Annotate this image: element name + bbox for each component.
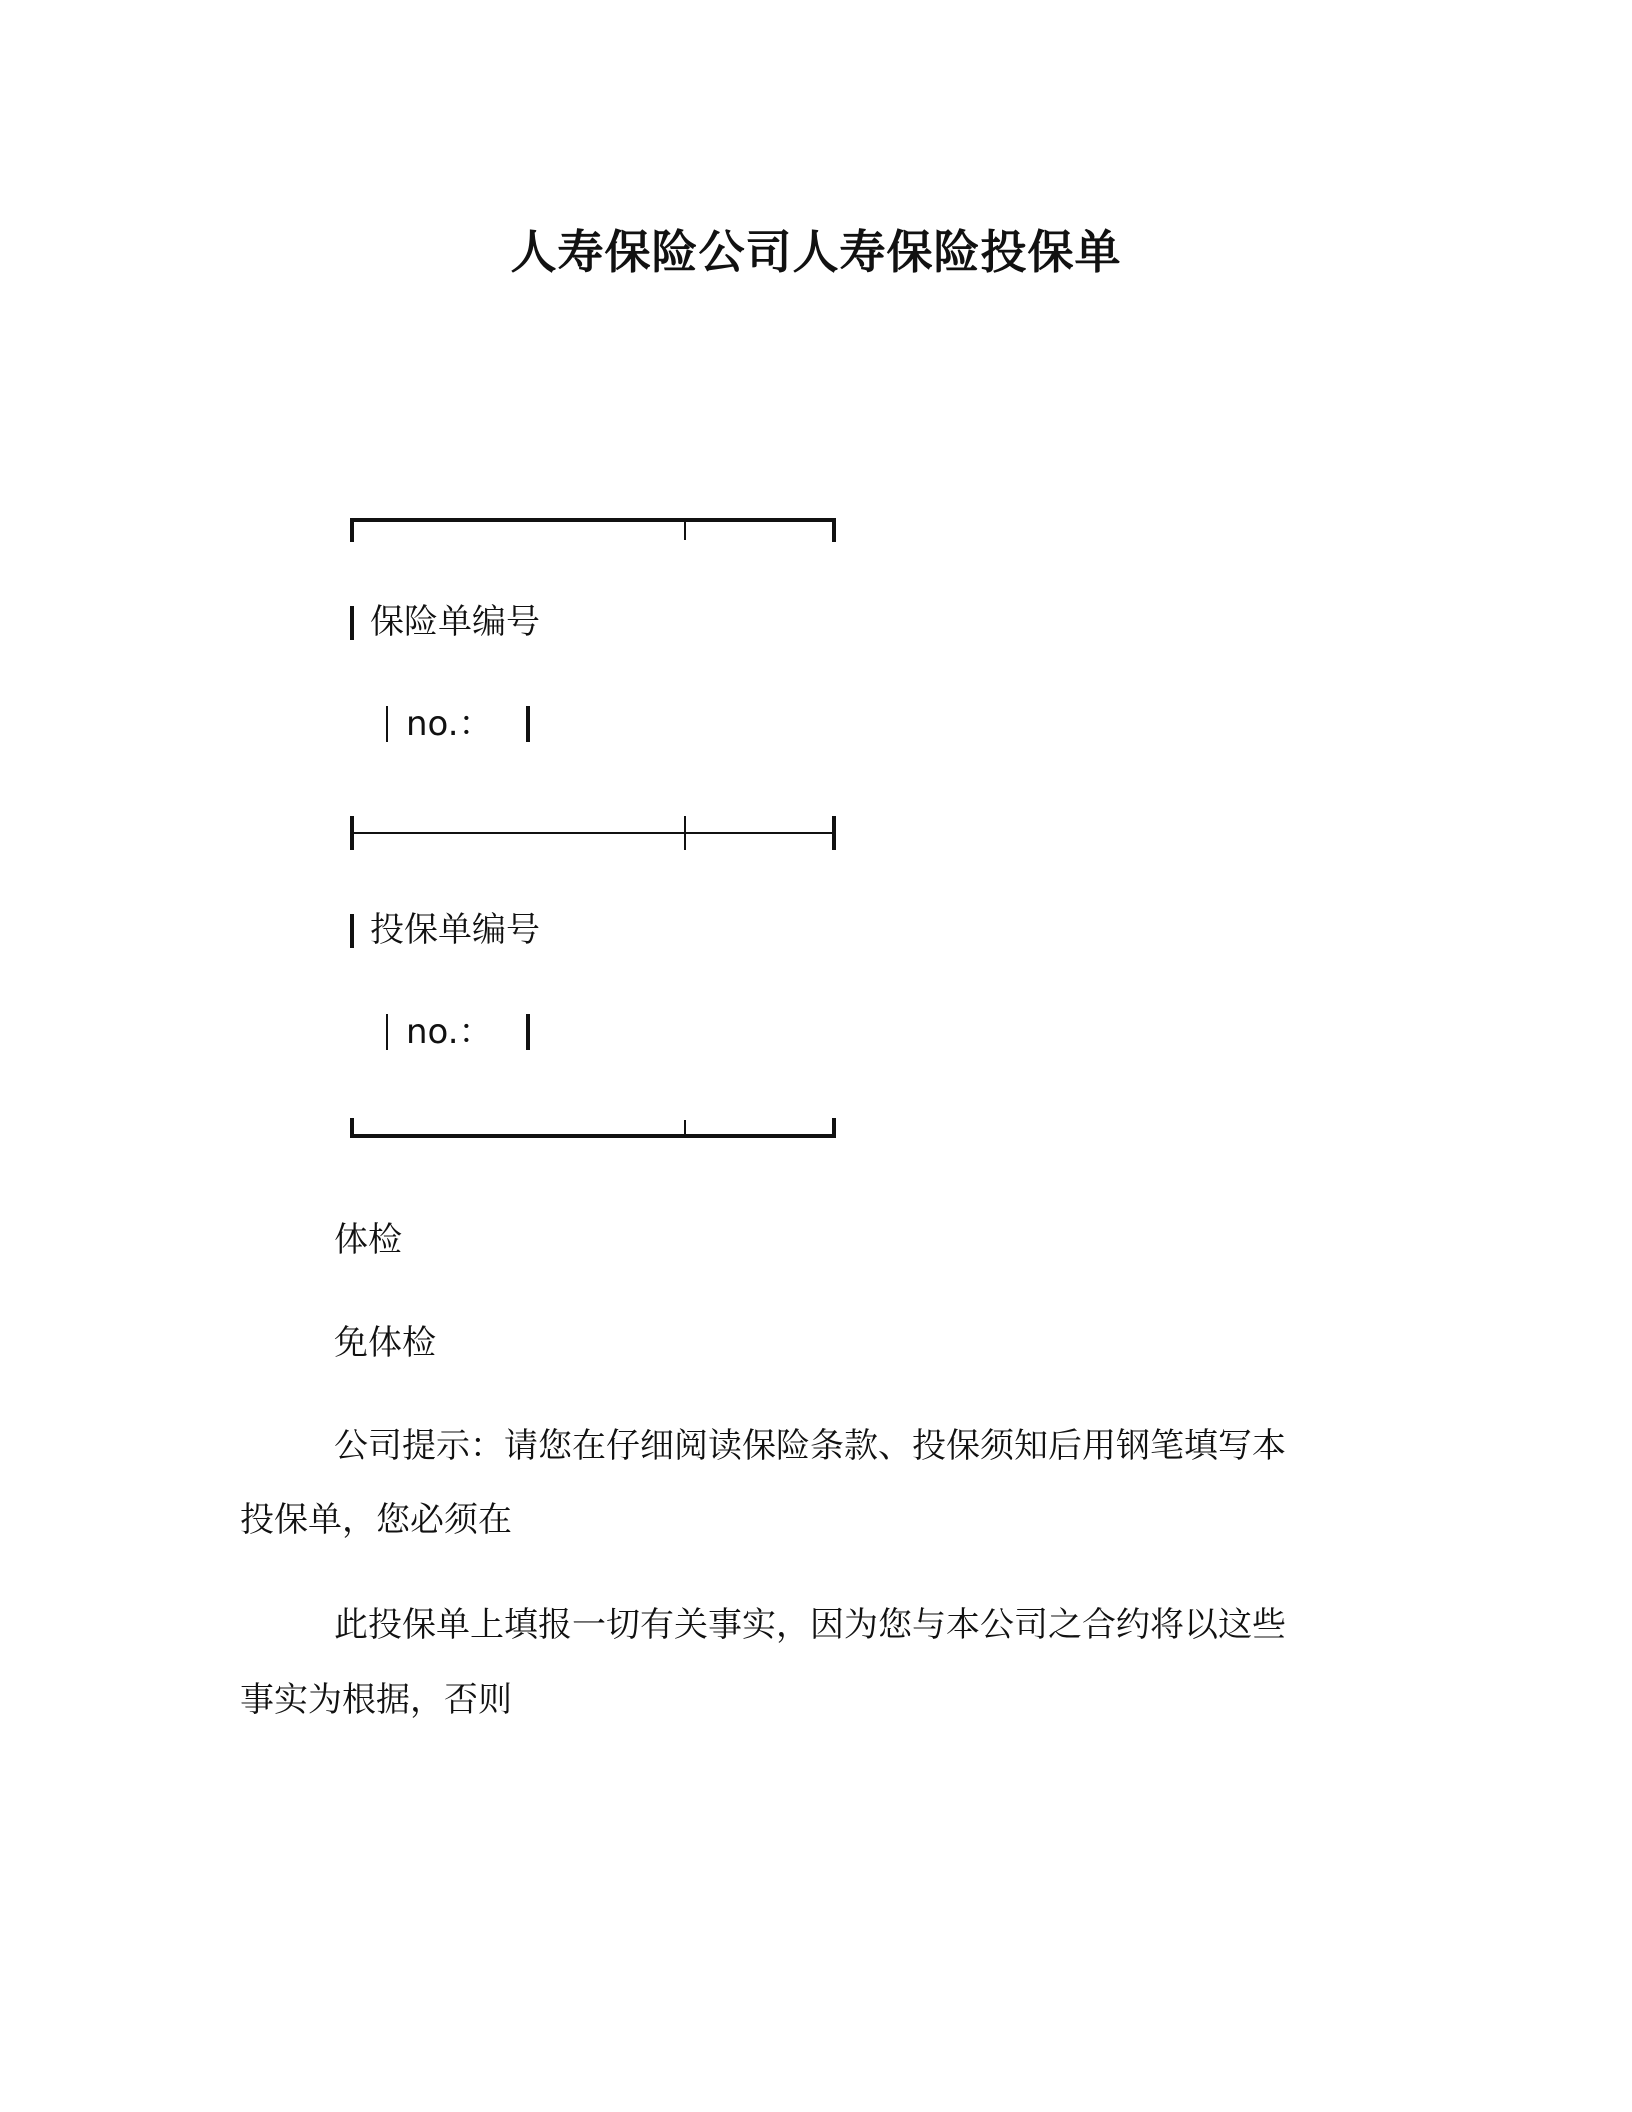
physical-exam-option[interactable]: 体检 [334,1220,402,1260]
form-bottom-mid-tick [684,1120,686,1136]
form-bottom-border [350,1134,836,1138]
notice-line-4: 事实为根据，否则 [240,1680,512,1720]
application-no-input-bar[interactable] [526,1014,530,1050]
policy-number-label: 保险单编号 [370,602,540,642]
form-top-border [350,518,836,522]
policy-no-input-bar[interactable] [526,706,530,742]
notice-line-3: 此投保单上填报一切有关事实，因为您与本公司之合约将以这些 [334,1605,1286,1645]
form-top-left-tick [350,518,354,542]
form-middle-separator [350,832,836,834]
form-top-mid-tick [684,522,686,540]
notice-line-2: 投保单，您必须在 [240,1500,512,1540]
form-bottom-right-tick [832,1118,836,1138]
policy-no-left-bar [386,706,388,742]
application-number-label: 投保单编号 [370,910,540,950]
application-label-bar [350,914,354,948]
application-no-label: no.： [406,1012,493,1052]
form-top-right-tick [832,518,836,542]
notice-line-1: 公司提示：请您在仔细阅读保险条款、投保须知后用钢笔填写本 [334,1426,1286,1466]
document-title: 人寿保险公司人寿保险投保单 [510,225,1122,279]
policy-no-label: no.： [406,704,493,744]
number-form-box [350,510,836,1150]
application-no-left-bar [386,1014,388,1050]
form-bottom-left-tick [350,1118,354,1138]
form-mid-right-tick [832,816,836,850]
form-mid-left-tick [350,816,354,850]
policy-label-bar [350,606,354,640]
form-mid-center-tick [684,816,686,850]
no-physical-exam-option[interactable]: 免体检 [334,1323,436,1363]
